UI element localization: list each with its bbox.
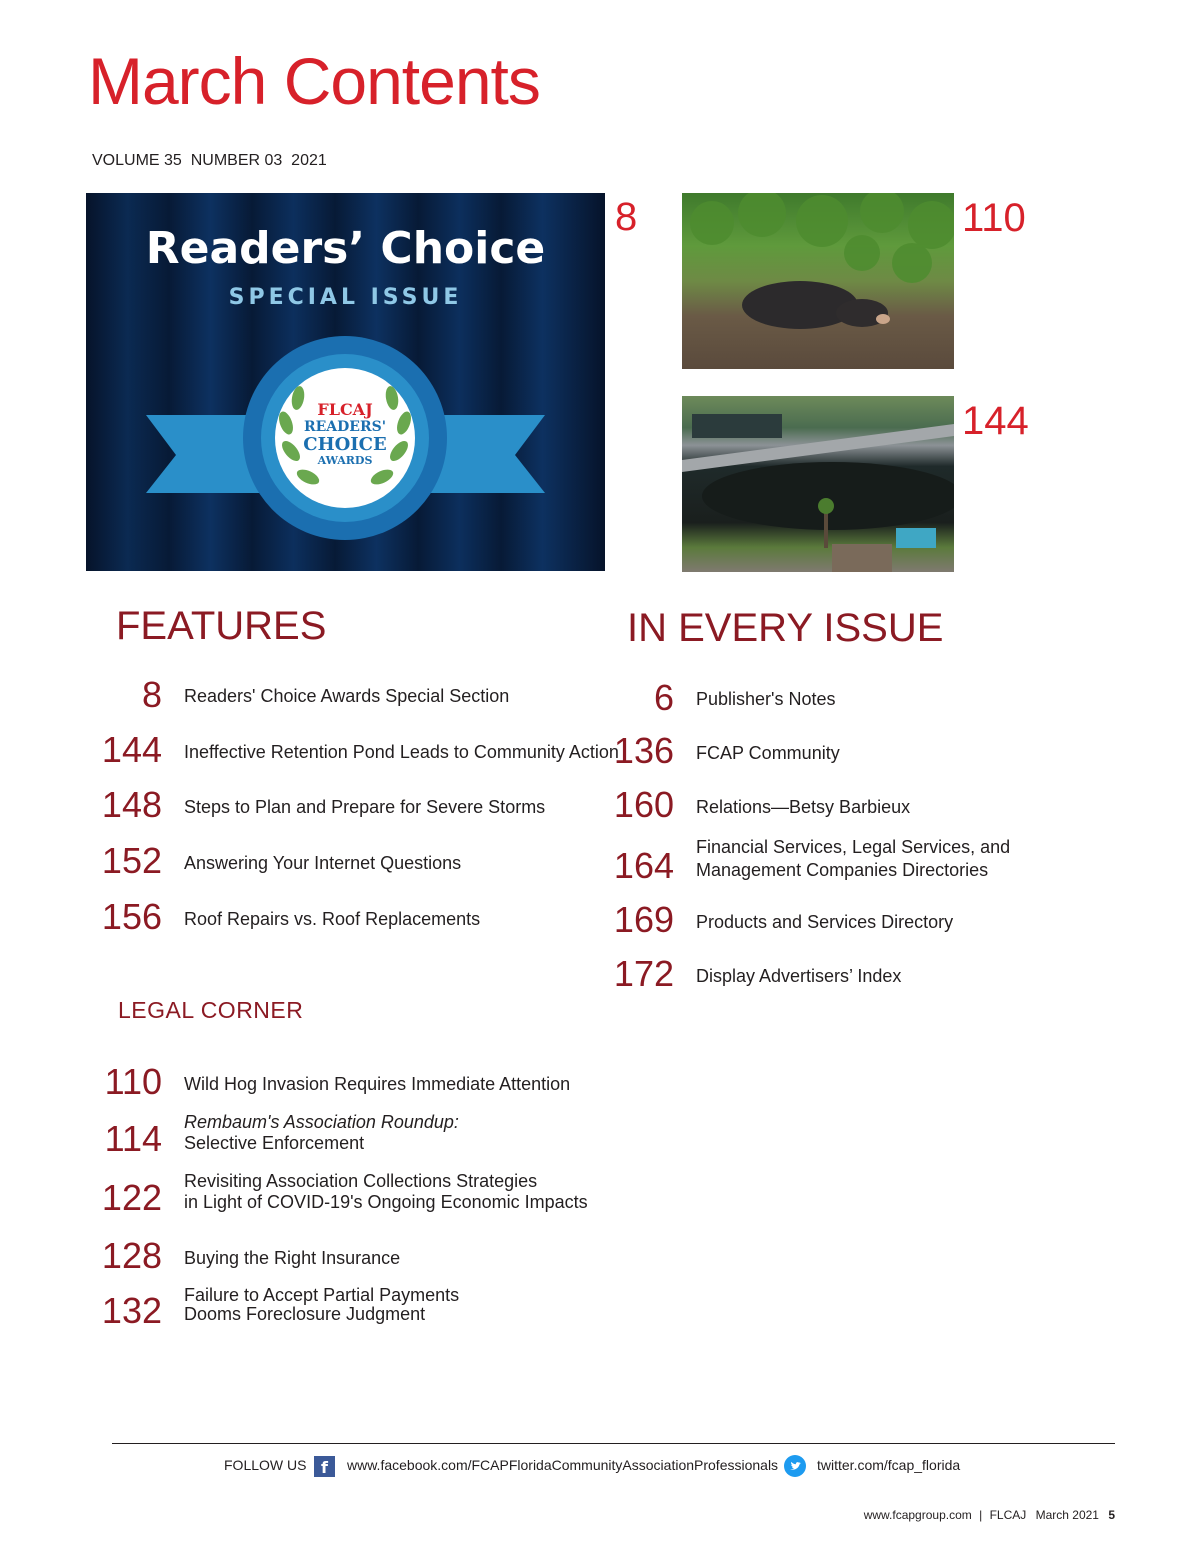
issue-item[interactable] (613, 899, 954, 940)
facebook-icon[interactable]: f (314, 1456, 335, 1477)
retention-pond-photo[interactable] (682, 396, 954, 572)
feature-page: 144 (101, 729, 162, 770)
cover-subtitle: SPECIAL ISSUE (228, 285, 463, 310)
issue-page: 169 (613, 899, 674, 940)
folio-magazine: FLCAJ (989, 1508, 1027, 1522)
twitter-link[interactable]: twitter.com/fcap_florida (817, 1457, 961, 1473)
legal-title: Buying the Right Insurance (184, 1248, 401, 1268)
feature-page: 8 (141, 674, 162, 715)
issue-title: Financial Services, Legal Services, and (696, 837, 1011, 857)
hog-photo-page-number: 110 (962, 196, 1026, 240)
every-issue-heading: IN EVERY ISSUE (627, 606, 944, 650)
page-folio: www.fcapgroup.com | FLCAJ March 2021 5 (863, 1508, 1115, 1522)
issue-title: FCAP Community (696, 743, 840, 763)
legal-title: Failure to Accept Partial Payments (184, 1285, 460, 1305)
legal-title-line2: Dooms Foreclosure Judgment (184, 1304, 426, 1324)
pond-photo-page-number: 144 (962, 399, 1029, 443)
feature-item[interactable] (101, 729, 619, 770)
issue-title: Publisher's Notes (696, 689, 836, 709)
issue-page: 136 (613, 730, 674, 771)
feature-item[interactable] (101, 896, 481, 937)
legal-item[interactable] (101, 1285, 460, 1331)
badge-text-1: FLCAJ (317, 400, 373, 419)
legal-page: 122 (101, 1177, 162, 1218)
readers-choice-cover-image[interactable] (86, 193, 605, 571)
folio-issue: March 2021 (1035, 1508, 1099, 1522)
feature-title: Roof Repairs vs. Roof Replacements (184, 909, 481, 929)
page-title: March Contents (88, 44, 540, 118)
follow-us-label: FOLLOW US (224, 1457, 307, 1473)
legal-item[interactable] (104, 1061, 571, 1102)
footer-divider (112, 1443, 1115, 1444)
feature-item[interactable] (141, 674, 510, 715)
volume-line: VOLUME 35 NUMBER 03 2021 (92, 152, 327, 169)
legal-title: Wild Hog Invasion Requires Immediate Attention (184, 1074, 571, 1094)
legal-item[interactable] (101, 1235, 401, 1276)
cover-page-number: 8 (615, 195, 638, 239)
feature-title: Steps to Plan and Prepare for Severe Storms (184, 797, 546, 817)
feature-page: 156 (101, 896, 162, 937)
feature-page: 148 (101, 784, 162, 825)
issue-item[interactable] (653, 677, 836, 718)
features-heading: FEATURES (116, 604, 327, 648)
wild-hog-photo[interactable] (682, 193, 954, 369)
legal-page: 128 (101, 1235, 162, 1276)
issue-item[interactable] (613, 953, 902, 994)
issue-title: Display Advertisers’ Index (696, 966, 902, 986)
issue-page: 160 (613, 784, 674, 825)
feature-item[interactable] (101, 784, 546, 825)
feature-title: Answering Your Internet Questions (184, 853, 462, 873)
folio-site[interactable]: www.fcapgroup.com (863, 1508, 972, 1522)
issue-item[interactable] (613, 836, 1011, 886)
twitter-icon[interactable] (784, 1455, 806, 1477)
facebook-link[interactable]: www.facebook.com/FCAPFloridaCommunityAssociationProfessionals (347, 1457, 779, 1473)
folio-page-number: 5 (1108, 1508, 1115, 1522)
issue-page: 6 (653, 677, 674, 718)
badge-text-2: READERS' (303, 419, 387, 435)
badge-text-3: CHOICE (303, 434, 387, 455)
legal-title: Revisiting Association Collections Strategies (184, 1171, 538, 1191)
badge-text-4: AWARDS (317, 454, 373, 467)
cover-title: Readers’ Choice (145, 223, 546, 274)
issue-page: 164 (613, 845, 674, 886)
issue-item[interactable] (613, 784, 911, 825)
legal-corner-heading: LEGAL CORNER (118, 997, 304, 1023)
issue-page: 172 (613, 953, 674, 994)
legal-item[interactable] (101, 1171, 588, 1218)
legal-page: 114 (104, 1118, 162, 1159)
legal-title: Selective Enforcement (184, 1133, 365, 1153)
issue-title-line2: Management Companies Directories (696, 860, 989, 880)
issue-title: Products and Services Directory (696, 912, 954, 932)
legal-page: 132 (101, 1290, 162, 1331)
legal-page: 110 (104, 1061, 162, 1102)
feature-title: Readers' Choice Awards Special Section (184, 686, 510, 706)
issue-item[interactable] (613, 730, 840, 771)
feature-page: 152 (101, 840, 162, 881)
issue-title: Relations—Betsy Barbieux (696, 797, 911, 817)
legal-kicker: Rembaum's Association Roundup: (184, 1112, 459, 1132)
legal-title-line2: in Light of COVID-19's Ongoing Economic Impacts (184, 1192, 588, 1212)
feature-item[interactable] (101, 840, 462, 881)
legal-item[interactable] (104, 1112, 459, 1159)
feature-title: Ineffective Retention Pond Leads to Community Action (184, 742, 619, 762)
